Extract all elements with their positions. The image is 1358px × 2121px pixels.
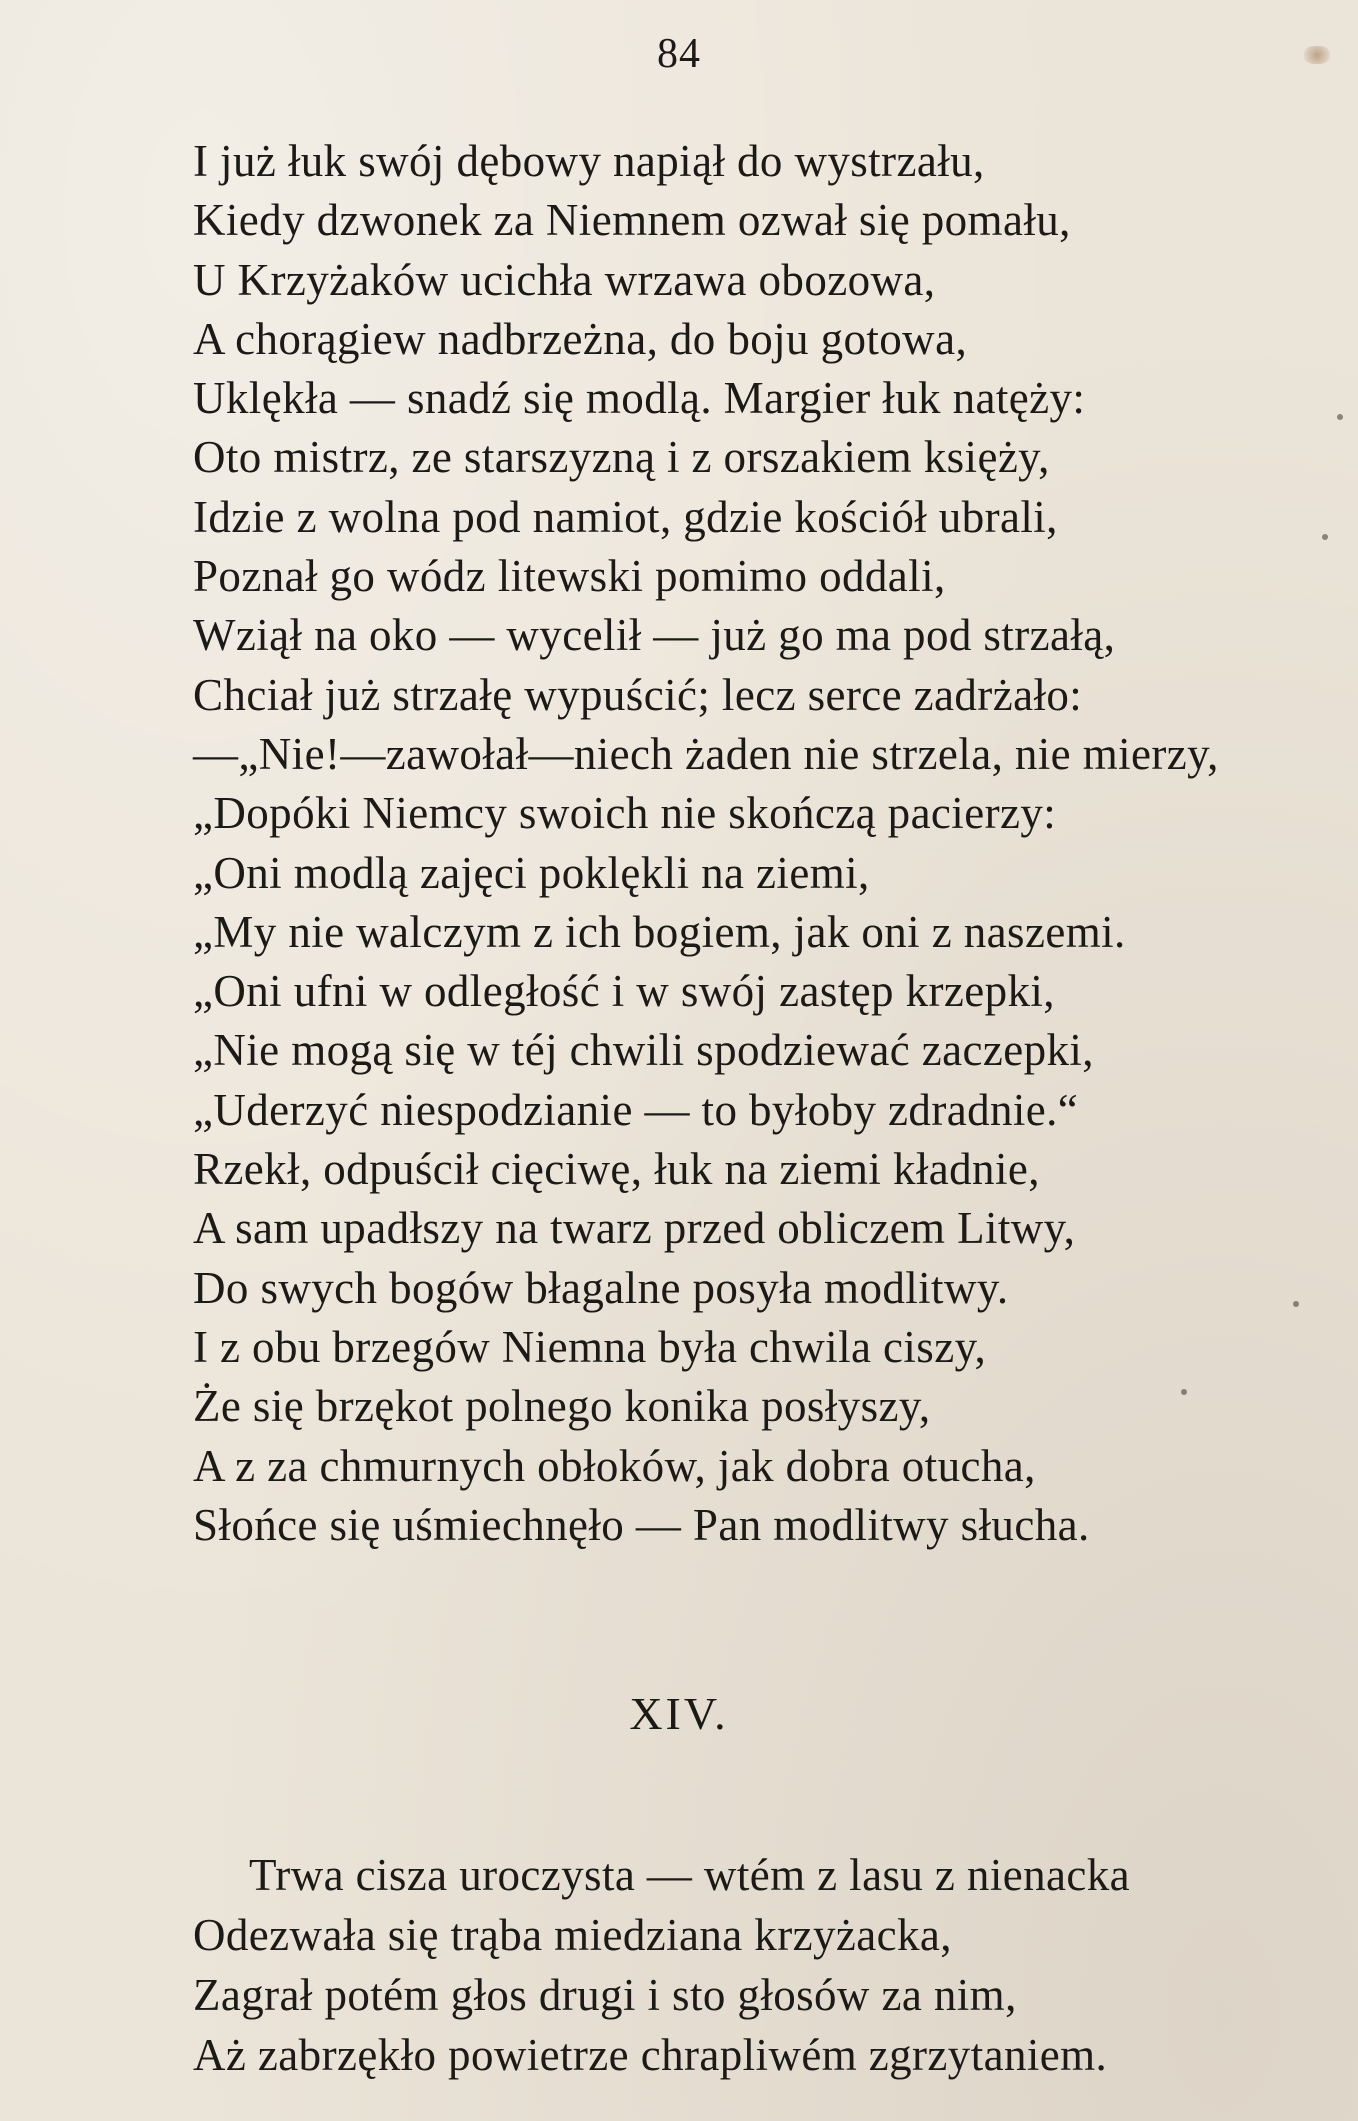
poem-line: „My nie walczym z ich bogiem, jak oni z naszemi. xyxy=(193,906,1126,957)
page-number: 84 xyxy=(657,31,701,77)
poem-stanza-2 xyxy=(193,1845,1130,2085)
poem-line: „Nie mogą się w téj chwili spodziewać zaczepki, xyxy=(193,1025,1094,1076)
poem-line: A sam upadłszy na twarz przed obliczem Litwy, xyxy=(193,1203,1076,1254)
poem-line: „Uderzyć niespodzianie — to byłoby zdradnie.“ xyxy=(193,1084,1079,1135)
poem-line: Do swych bogów błagalne posyła modlitwy. xyxy=(193,1262,1009,1313)
poem-line: Zagrał potém głos drugi i sto głosów za nim, xyxy=(193,1970,1017,2020)
poem-line: Chciał już strzałę wypuścić; lecz serce zadrżało: xyxy=(193,669,1083,720)
ink-speck xyxy=(1337,414,1343,420)
poem-line: Kiedy dzwonek za Niemnem ozwał się pomału, xyxy=(193,195,1071,246)
poem-line: Odezwała się trąba miedziana krzyżacka, xyxy=(193,1910,952,1960)
ink-speck xyxy=(1322,534,1328,540)
poem-line: A chorągiew nadbrzeżna, do boju gotowa, xyxy=(193,313,968,364)
section-heading: XIV. xyxy=(629,1688,729,1739)
poem-line: Aż zabrzękło powietrze chrapliwém zgrzytaniem. xyxy=(193,2030,1108,2080)
poem-line: Uklękła — snadź się modlą. Margier łuk natęży: xyxy=(193,373,1086,424)
poem-stanza-1 xyxy=(193,132,1219,1555)
poem-line: A z za chmurnych obłoków, jak dobra otucha, xyxy=(193,1440,1036,1491)
poem-line: Idzie z wolna pod namiot, gdzie kościół ubrali, xyxy=(193,491,1058,542)
poem-line: Poznał go wódz litewski pomimo oddali, xyxy=(193,551,946,602)
poem-line: —„Nie!—zawołał—niech żaden nie strzela, nie mierzy, xyxy=(193,728,1219,779)
poem-line: Słońce się uśmiechnęło — Pan modlitwy słucha. xyxy=(193,1499,1090,1550)
poem-line: Wziął na oko — wycelił — już go ma pod strzałą, xyxy=(193,610,1116,661)
poem-line: „Dopóki Niemcy swoich nie skończą pacierzy: xyxy=(193,788,1057,839)
poem-line: I z obu brzegów Niemna była chwila ciszy, xyxy=(193,1321,987,1372)
ink-speck xyxy=(1293,1301,1299,1307)
poem-line: I już łuk swój dębowy napiął do wystrzału, xyxy=(193,136,985,186)
poem-line: Że się brzękot polnego konika posłyszy, xyxy=(193,1381,931,1432)
poem-line: Trwa cisza uroczysta — wtém z lasu z nienacka xyxy=(249,1850,1131,1900)
poem-line: U Krzyżaków ucichła wrzawa obozowa, xyxy=(193,254,936,305)
poem-line: „Oni ufni w odległość i w swój zastęp krzepki, xyxy=(193,966,1055,1017)
poem-line: „Oni modlą zajęci poklękli na ziemi, xyxy=(193,847,870,898)
poem-line: Rzekł, odpuścił cięciwę, łuk na ziemi kładnie, xyxy=(193,1144,1040,1195)
poem-line: Oto mistrz, ze starszyzną i z orszakiem księży, xyxy=(193,432,1050,483)
